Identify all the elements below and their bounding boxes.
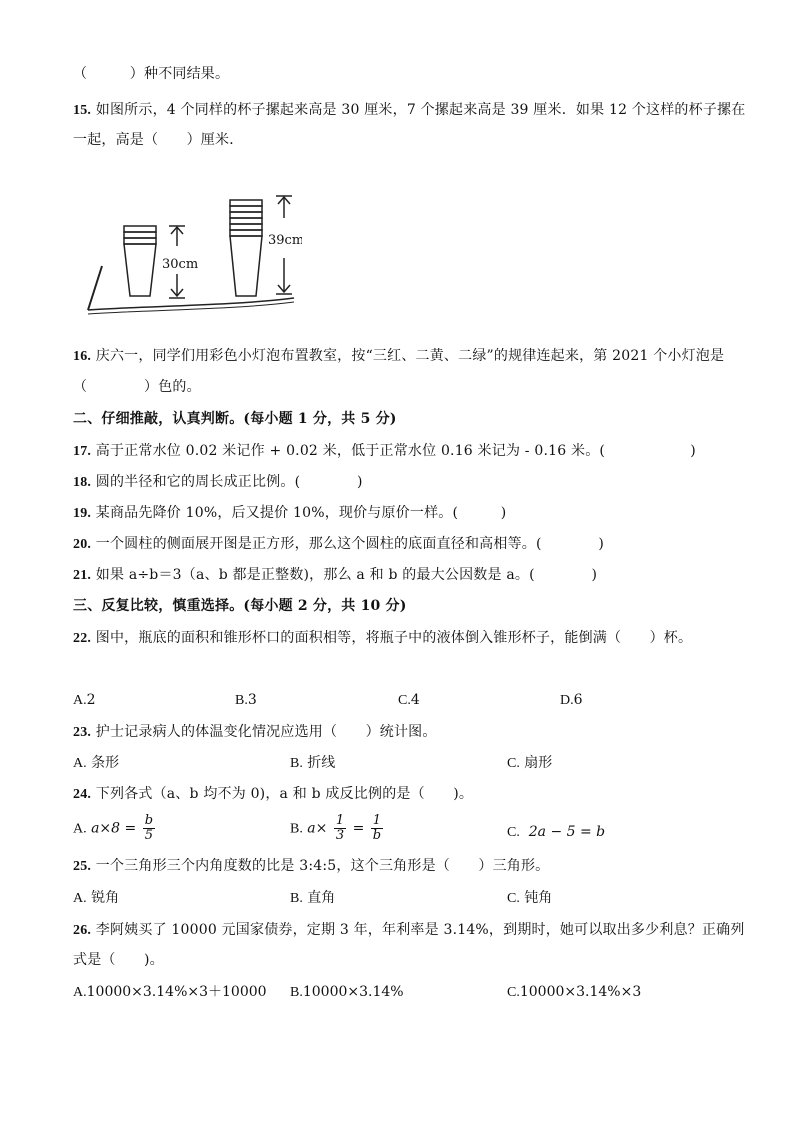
question-number: 15. — [73, 103, 92, 118]
question-text: 如果 a÷b＝3（a、b 都是正整数)，那么 a 和 b 的最大公因数是 a。( ) — [95, 567, 598, 583]
question-21 — [73, 565, 597, 586]
question-17 — [73, 441, 696, 462]
question-number: 19. — [73, 506, 92, 521]
q14-tail: （ ）种不同结果。 — [73, 66, 230, 82]
q24-option-a: A. a×8 = $\frac{b}{5}$ — [73, 813, 154, 843]
question-16-line2: （ ）色的。 — [73, 379, 201, 395]
question-25 — [73, 856, 549, 877]
question-number: 26. — [73, 923, 92, 938]
question-26-line2: 式是（ )。 — [73, 952, 164, 968]
question-text: 护士记录病人的体温变化情况应选用（ ）统计图。 — [95, 724, 437, 740]
question-23 — [73, 722, 437, 743]
question-text: 一个三角形三个内角度数的比是 3:4:5，这个三角形是（ ）三角形。 — [95, 858, 550, 874]
question-text: 高于正常水位 0.02 米记作 + 0.02 米，低于正常水位 0.16 米记为 - 0.16 米。( ) — [95, 443, 696, 459]
q23-option-a: A. 条形 — [73, 755, 120, 771]
question-number: 21. — [73, 568, 92, 583]
question-text: 下列各式（a、b 均不为 0)，a 和 b 成反比例的是（ )。 — [95, 786, 474, 802]
q24-option-b: B. a× $\frac{1}{3}$ = $\frac{1}{b}$ — [290, 813, 382, 843]
q25-option-c: C. 钝角 — [507, 890, 553, 906]
cups-illustration — [82, 188, 302, 323]
question-26 — [73, 920, 745, 941]
label-30cm: 30cm — [162, 257, 199, 272]
question-number: 17. — [73, 444, 92, 459]
question-number: 20. — [73, 537, 92, 552]
question-text: 庆六一，同学们用彩色小灯泡布置教室，按“三红、二黄、二绿”的规律连起来，第 2021 个小灯泡是 — [95, 348, 725, 364]
section-2-title: 二、仔细推敲，认真判断。(每小题 1 分，共 5 分) — [73, 411, 397, 427]
label-39cm: 39cm — [268, 233, 302, 248]
q23-option-b: B. 折线 — [290, 755, 336, 771]
question-22 — [73, 628, 692, 649]
question-20 — [73, 534, 604, 555]
fraction: $\frac{1}{b}$ — [372, 813, 382, 843]
question-18 — [73, 472, 363, 493]
q24-option-c: C. 2a − 5 = b — [507, 824, 606, 840]
q26-option-c: C.10000×3.14%×3 — [507, 984, 642, 1000]
question-text: 如图所示，4 个同样的杯子摞起来高是 30 厘米，7 个摞起来高是 39 厘米．如果 12 个这样的杯子摞在 — [95, 102, 746, 118]
section-3-title: 三、反复比较，慎重选择。(每小题 2 分，共 10 分) — [73, 598, 407, 614]
question-number: 16. — [73, 349, 92, 364]
question-15-line2: 一起，高是（ ）厘米． — [73, 132, 244, 148]
question-text: 图中，瓶底的面积和锥形杯口的面积相等，将瓶子中的液体倒入锥形杯子，能倒满（ ）杯。 — [95, 630, 693, 646]
question-16 — [73, 346, 724, 367]
question-text: 李阿姨买了 10000 元国家债券，定期 3 年，年利率是 3.14%，到期时，她可以取出多少利息？正确列 — [95, 922, 745, 938]
question-number: 18. — [73, 475, 92, 490]
fraction: $\frac{b}{5}$ — [144, 813, 154, 843]
question-text: 一个圆柱的侧面展开图是正方形，那么这个圆柱的底面直径和高相等。( ) — [95, 536, 605, 552]
fraction: $\frac{1}{3}$ — [335, 813, 345, 843]
question-19 — [73, 503, 506, 524]
q22-option-a: A.2 — [73, 692, 96, 708]
question-number: 23. — [73, 725, 92, 740]
question-number: 24. — [73, 787, 92, 802]
q23-option-c: C. 扇形 — [507, 755, 553, 771]
question-15 — [73, 100, 745, 121]
question-text: 某商品先降价 10%，后又提价 10%，现价与原价一样。( ) — [95, 505, 507, 521]
q25-option-a: A. 锐角 — [73, 890, 120, 906]
q22-option-b: B.3 — [235, 692, 257, 708]
cups-figure — [82, 188, 302, 327]
q26-option-a: A.10000×3.14%×3＋10000 — [73, 984, 267, 1000]
question-number: 22. — [73, 631, 92, 646]
q26-option-b: B.10000×3.14% — [290, 984, 404, 1000]
q22-option-c: C.4 — [398, 692, 420, 708]
q25-option-b: B. 直角 — [290, 890, 336, 906]
question-text: 圆的半径和它的周长成正比例。( ) — [95, 474, 363, 490]
question-number: 25. — [73, 859, 92, 874]
q22-option-d: D.6 — [560, 692, 583, 708]
question-24 — [73, 784, 473, 805]
